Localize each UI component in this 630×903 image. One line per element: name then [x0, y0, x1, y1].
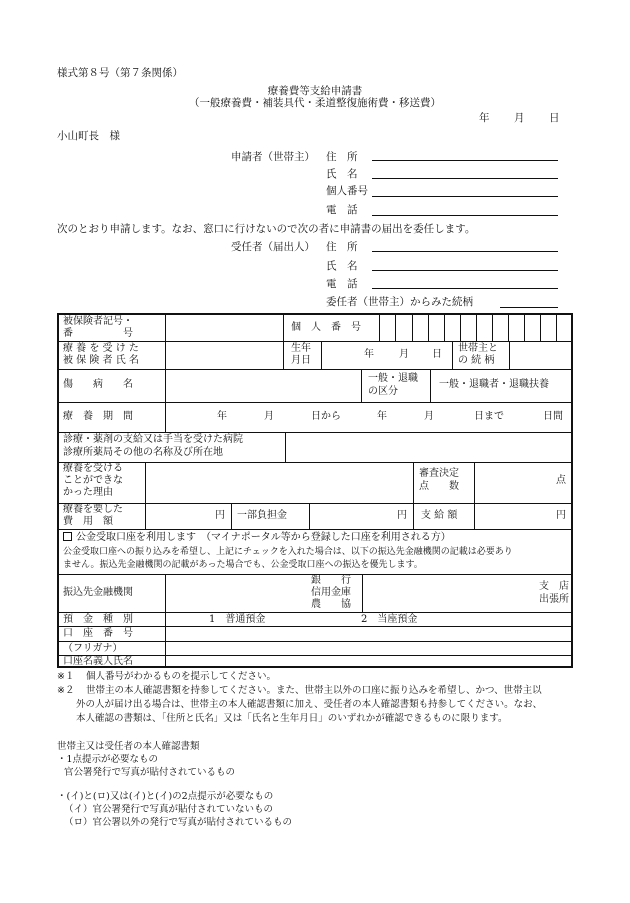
birth-label: 生年 — [291, 343, 311, 354]
reason-label-2: ことができな — [63, 475, 123, 486]
deposit-option-current[interactable]: 2 当座預金 — [361, 614, 418, 625]
id-docs-two-heading: ・(イ)と(ロ)又は(イ)と(イ)の2点提示が必要なもの — [57, 791, 274, 802]
birth-day-unit: 日 — [432, 349, 442, 360]
hospital-label: 診療・薬剤の支給又は手当を受けた病院 — [63, 434, 243, 445]
agent-role: 受任者（届出人） — [231, 241, 315, 253]
public-account-checkbox[interactable] — [63, 532, 72, 541]
category-label: 一般・退職 — [368, 373, 418, 384]
form-number: 様式第８号（第７条関係） — [57, 67, 183, 79]
hospital-label-2: 診療所薬局その他の名称及び所在地 — [63, 447, 223, 458]
applicant-role: 申請者（世帯主） — [231, 151, 315, 163]
form-subtitle: （一般療養費・補装具代・柔道整復施術費・移送費） — [189, 97, 441, 109]
applicant-name-field[interactable] — [372, 178, 558, 179]
public-account-label: 公金受取口座を利用します （マイナポータル等から登録した口座を利用される方） — [76, 532, 451, 543]
bank-type-bank: 銀 行 — [311, 575, 351, 586]
review-label-2: 点 数 — [419, 481, 459, 492]
note-2-mark: ※２ — [57, 685, 75, 696]
relation-label: 世帯主と — [458, 343, 498, 354]
agent-relation-field[interactable] — [500, 307, 558, 308]
payment-label: 支 給 額 — [421, 510, 458, 521]
id-docs-heading: 世帯主又は受任者の本人確認書類 — [57, 741, 200, 752]
cost-yen-unit: 円 — [215, 510, 225, 521]
applicant-mynumber-field[interactable] — [372, 196, 558, 197]
review-unit: 点 — [556, 475, 566, 486]
addressee: 小山町長 様 — [57, 130, 120, 142]
branch-label-2: 出張所 — [539, 594, 569, 605]
agent-name-label: 氏 名 — [326, 260, 358, 272]
applicant-phone-label: 電 話 — [326, 204, 358, 216]
period-to: 日まで — [474, 411, 504, 422]
category-label-2: の区分 — [368, 386, 398, 397]
agent-address-field[interactable] — [372, 251, 558, 252]
period-label: 療 養 期 間 — [63, 411, 133, 422]
bank-label: 振込先金融機関 — [63, 587, 133, 598]
note-2-line-3: 本人確認の書類は、「住所と氏名」又は「氏名と生年月日」のいずれかが確認できるものに限ります。 — [76, 713, 508, 724]
period-start-month: 月 — [264, 411, 274, 422]
id-docs-two-item-i: （イ）官公署発行で写真が貼付されていないもの — [64, 804, 274, 815]
copay-label: 一部負担金 — [237, 510, 287, 521]
deposit-option-ordinary[interactable]: 1 普通預金 — [209, 614, 266, 625]
bank-type-nokyo: 農 協 — [311, 599, 351, 610]
public-account-option[interactable] — [63, 532, 451, 544]
birth-month-unit: 月 — [399, 349, 409, 360]
agent-address-label: 住 所 — [326, 241, 358, 253]
insured-number-label: 被保険者記号・ — [63, 316, 133, 327]
account-number-label: 口 座 番 号 — [63, 628, 133, 639]
review-label: 審査決定 — [419, 468, 459, 479]
bank-type-shinkin: 信用金庫 — [311, 587, 351, 598]
applicant-name-label: 氏 名 — [326, 168, 358, 180]
reason-label: 療養を受ける — [63, 463, 123, 474]
id-docs-one-heading: ・1点提示が必要なもの — [57, 754, 159, 765]
cost-label-2: 費 用 額 — [63, 516, 113, 527]
birth-year-unit: 年 — [364, 349, 374, 360]
patient-name-label-2: 被 保 険 者 氏 名 — [63, 355, 139, 366]
payment-yen-unit: 円 — [556, 510, 566, 521]
period-start-year: 年 — [217, 411, 227, 422]
agent-relation-label: 委任者（世帯主）からみた続柄 — [326, 296, 473, 308]
public-account-note: 公金受取口座への振り込みを希望し、上記にチェックを入れた場合は、以下の振込先金融機関の記載は必要あり — [63, 547, 513, 557]
patient-name-label: 療 養 を 受 け た — [63, 343, 139, 354]
applicant-address-field[interactable] — [372, 160, 558, 161]
insured-number-label-2: 番 号 — [63, 328, 133, 339]
agent-phone-field[interactable] — [372, 288, 558, 289]
personal-number-label: 個 人 番 号 — [291, 322, 361, 333]
application-table — [57, 313, 573, 668]
delegation-text: 次のとおり申請します。なお、窓口に行けないので次の者に申請書の届出を委任します。 — [57, 223, 476, 235]
note-2-line-2: 外の人が届け出る場合は、世帯主の本人確認書類に加え、受任者の本人確認書類も持参してください。なお、 — [76, 699, 543, 710]
period-end-month: 月 — [424, 411, 434, 422]
period-days: 日間 — [543, 411, 563, 422]
date-month-label: 月 — [514, 112, 525, 124]
furigana-label: （フリガナ） — [63, 643, 123, 654]
date-year-label: 年 — [479, 112, 490, 124]
period-end-year: 年 — [377, 411, 387, 422]
applicant-address-label: 住 所 — [326, 151, 358, 163]
agent-name-field[interactable] — [372, 270, 558, 271]
birth-label-2: 月日 — [291, 355, 311, 366]
cost-label: 療養を要した — [63, 504, 123, 515]
reason-label-3: かった理由 — [63, 487, 113, 498]
date-day-label: 日 — [549, 112, 560, 124]
applicant-phone-field[interactable] — [372, 215, 558, 216]
branch-label: 支 店 — [539, 581, 569, 592]
account-holder-label: 口座名義人氏名 — [63, 656, 133, 667]
agent-phone-label: 電 話 — [326, 278, 358, 290]
note-1-mark: ※１ — [57, 671, 75, 682]
period-from: 日から — [311, 411, 341, 422]
disease-label: 傷 病 名 — [63, 379, 133, 390]
category-value: 一般・退職者・退職扶養 — [439, 379, 549, 390]
relation-label-2: の 続 柄 — [458, 355, 495, 366]
public-account-note-2: ません。振込先金融機関の記載があった場合でも、公金受取口座への振込を優先します。 — [63, 560, 423, 570]
copay-yen-unit: 円 — [397, 510, 407, 521]
note-2-line-1: 世帯主の本人確認書類を持参してください。また、世帯主以外の口座に振り込みを希望し、かつ、世帯主以 — [86, 685, 542, 696]
deposit-type-label: 預 金 種 別 — [63, 614, 133, 625]
id-docs-one-item: 官公署発行で写真が貼付されているもの — [64, 767, 236, 778]
form-title: 療養費等支給申請書 — [267, 85, 363, 97]
note-1: 個人番号がわかるものを提示してください。 — [86, 671, 277, 682]
applicant-mynumber-label: 個人番号 — [326, 185, 368, 197]
id-docs-two-item-ro: （ロ）官公署以外の発行で写真が貼付されているもの — [64, 817, 293, 828]
